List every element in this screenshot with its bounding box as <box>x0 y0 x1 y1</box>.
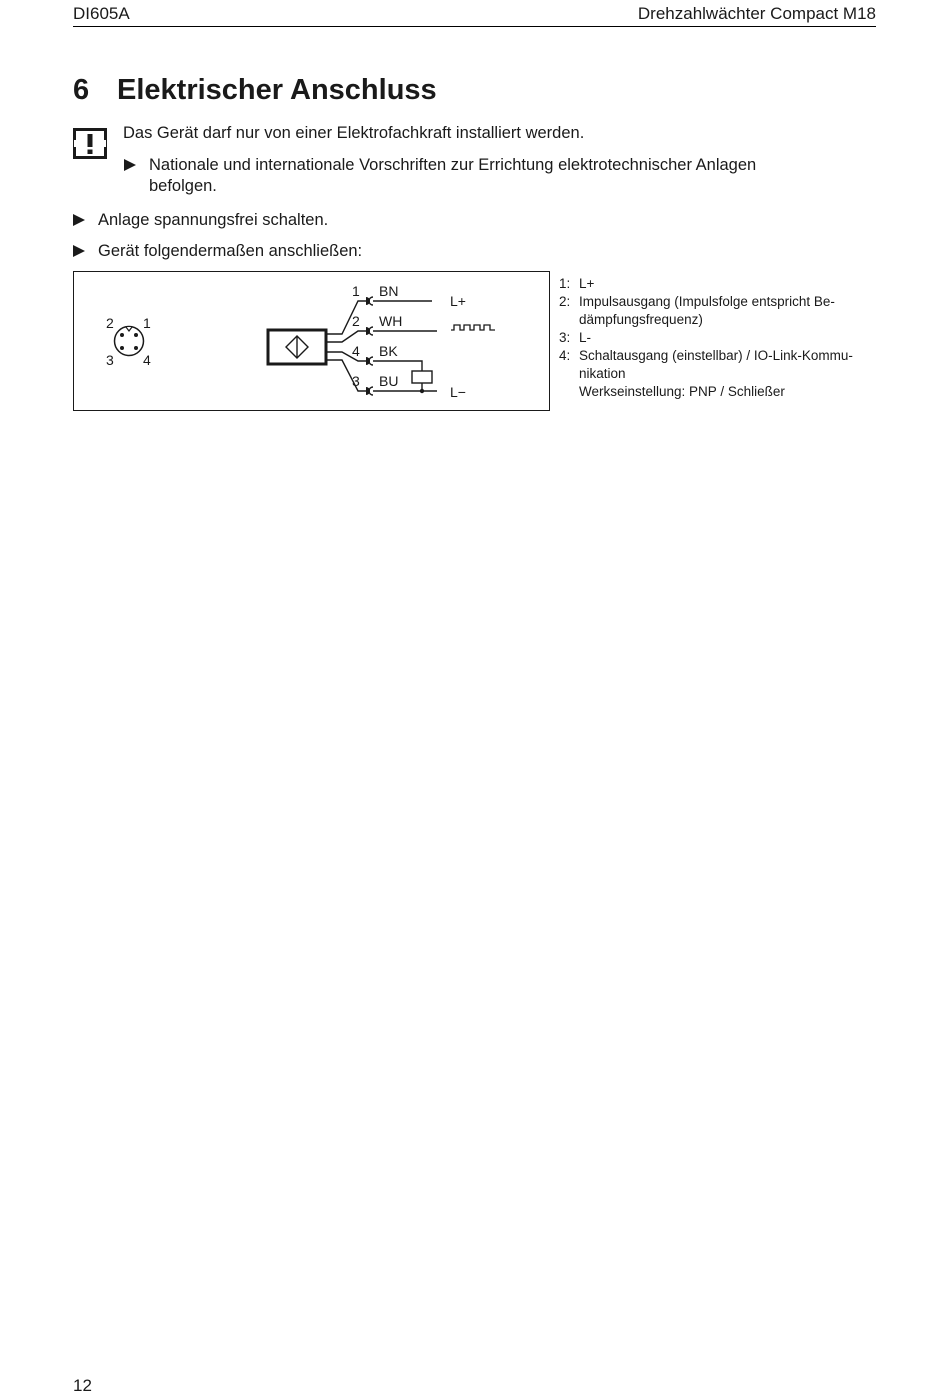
inductive-sensor-icon <box>268 330 326 364</box>
m12-connector-icon <box>115 327 144 356</box>
supply-minus-label: L− <box>450 384 466 400</box>
legend-item <box>559 275 889 293</box>
connector-pin-label: 1 <box>143 315 151 331</box>
legend-text: L+ <box>579 276 595 291</box>
connector-pin-label: 2 <box>106 315 114 331</box>
pin-legend <box>559 275 889 401</box>
bullet-arrow-icon <box>124 159 136 171</box>
header-divider <box>73 26 876 27</box>
legend-text: Impulsausgang (Impulsfolge entspricht Be-dämpfungsfrequenz) <box>579 294 835 327</box>
pulse-train-icon <box>451 325 495 330</box>
legend-key: 3: <box>559 330 571 345</box>
legend-text: Schaltausgang (einstellbar) / IO-Link-Kommu-nikation <box>579 348 853 381</box>
wire-color-label: BU <box>379 373 399 389</box>
connector-pin-label: 3 <box>106 352 114 368</box>
page-number: 12 <box>73 1376 92 1395</box>
legend-key: 4: <box>559 348 571 363</box>
wire-pin-number: 3 <box>352 373 360 389</box>
instruction-text: Nationale und internationale Vorschriften zur Errichtung elektrotechnischer Anlagen befolgen. <box>149 156 757 195</box>
legend-item <box>559 347 889 383</box>
section-heading <box>73 74 437 107</box>
section-title: Elektrischer Anschluss <box>117 74 437 106</box>
exclamation-warning-icon <box>73 128 107 159</box>
wire-color-label: WH <box>379 313 403 329</box>
section-number: 6 <box>73 74 90 106</box>
wire-color-label: BK <box>379 343 398 359</box>
instruction-text: Gerät folgendermaßen anschließen: <box>98 242 363 260</box>
wire-pin-number: 1 <box>352 283 360 299</box>
bullet-arrow-icon <box>73 245 85 257</box>
warning-text: Das Gerät darf nur von einer Elektrofachkraft installiert werden. <box>123 124 585 142</box>
legend-text: L- <box>579 330 592 345</box>
factory-setting-note: Werkseinstellung: PNP / Schließer <box>579 384 785 399</box>
bullet-arrow-icon <box>73 214 85 226</box>
instruction-step <box>124 155 824 197</box>
header-product-code: DI605A <box>73 4 130 23</box>
supply-plus-label: L+ <box>450 293 466 309</box>
instruction-step <box>73 210 573 231</box>
instruction-text: Anlage spannungsfrei schalten. <box>98 211 329 229</box>
legend-key: 1: <box>559 276 571 291</box>
legend-key: 2: <box>559 294 571 309</box>
wire-color-label: BN <box>379 283 399 299</box>
header-product-name: Drehzahlwächter Compact M18 <box>637 4 876 23</box>
wire-pin-number: 4 <box>352 343 360 359</box>
legend-item <box>559 293 889 329</box>
wiring-diagram <box>73 271 550 411</box>
legend-item <box>559 329 889 347</box>
connector-pin-label: 4 <box>143 352 151 368</box>
wire-pin-number: 2 <box>352 313 360 329</box>
instruction-step <box>73 241 573 262</box>
